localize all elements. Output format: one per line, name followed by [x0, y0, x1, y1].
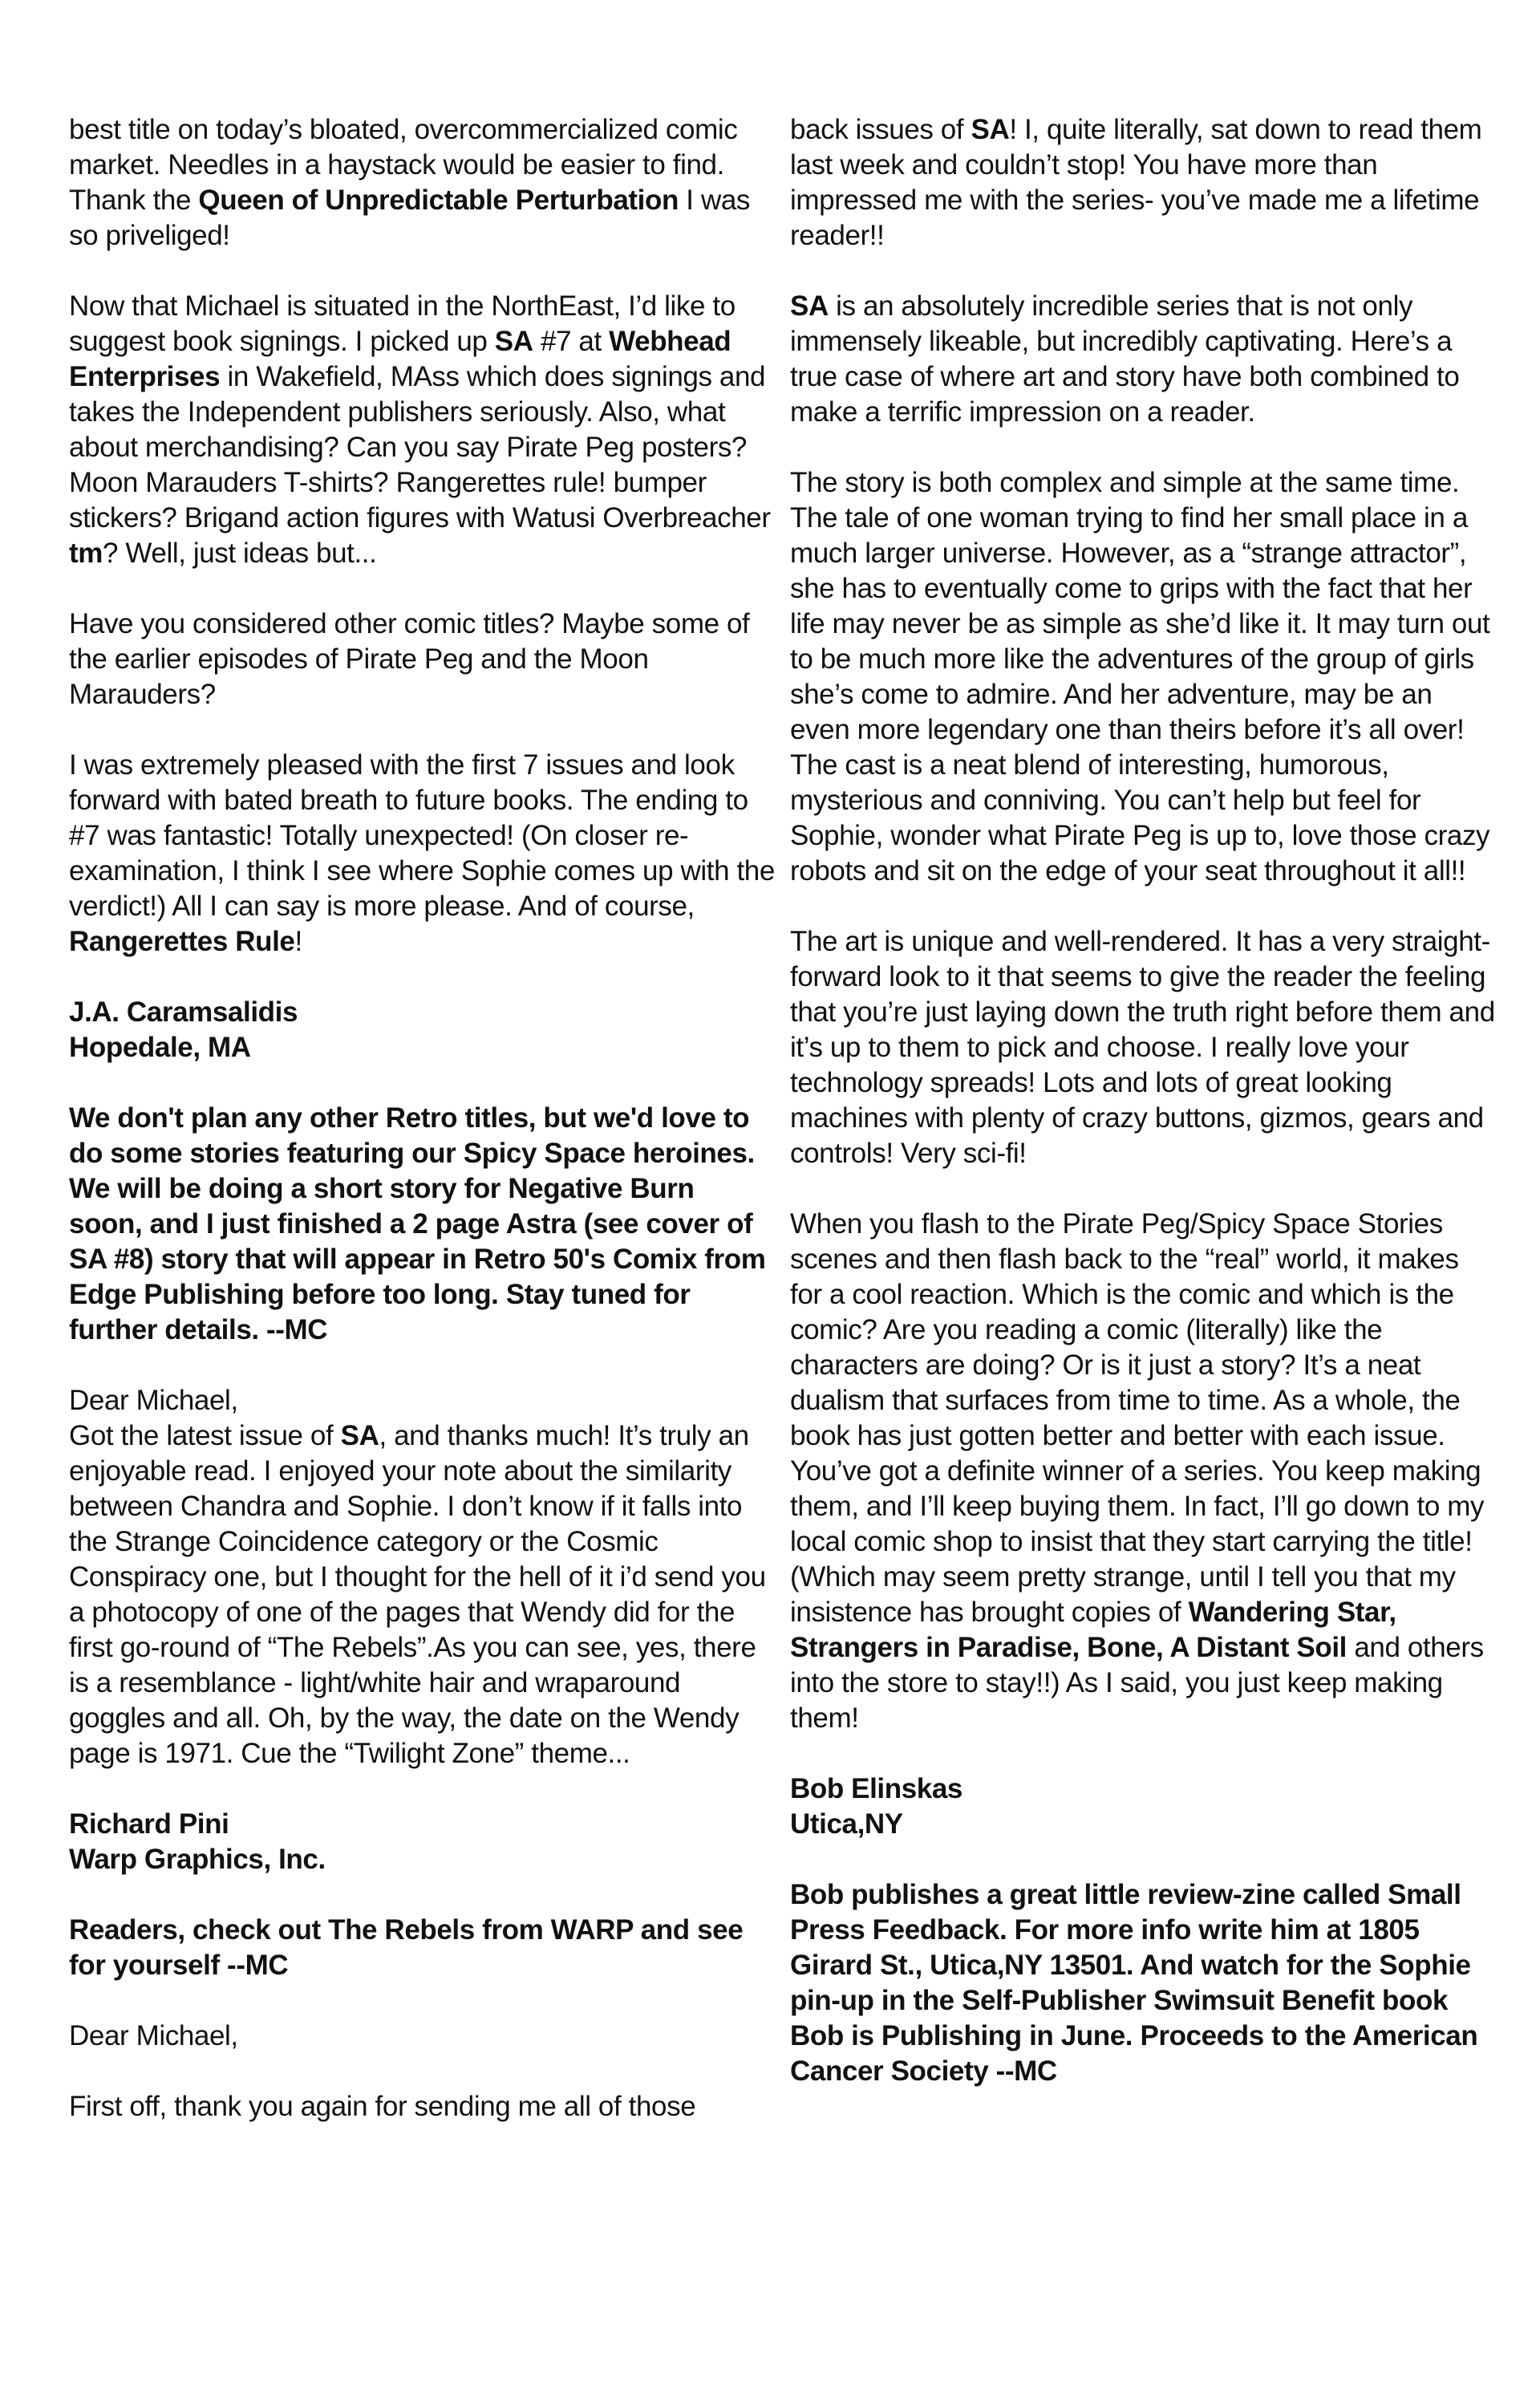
letter2-body: Dear Michael, Got the latest issue of SA, and thanks much! It’s truly an enjoyable read. I enjoyed your note about the similarity between Chandra and Sophie. I don’t know if it falls into the Strange Coincidence category or the Cosmic Conspiracy one, but I thought for the hell of it i’d send you a photocopy of one of the pages that Wendy did for the first go-round of “The Rebels”.As you can see, yes, there is a resemblance - light/white hair and wraparound goggles and all. Oh, by the way, the date on the Wendy page is 1971. Cue the “Twilight Zone” theme...: [69, 1385, 766, 1769]
right-column: [790, 112, 1496, 2089]
letter1-paragraph-2: Now that Michael is situated in the NorthEast, I’d like to suggest book signings. I picked up SA #7 at Webhead Enterprises in Wakefield, MAss which does signings and takes the Independent publishers seriously. Also, what about merchandising? Can you say Pirate Peg posters? Moon Marauders T-shirts? Rangerettes rule! bumper stickers? Brigand action figures with Watusi Overbreacher tm? Well, just ideas but...: [69, 290, 771, 569]
letter3-paragraph-5: When you flash to the Pirate Peg/Spicy Space Stories scenes and then flash back to the “real” world, it makes for a cool reaction. Which is the comic and which is the comic? Are you reading a comic (literally) like the characters are doing? Or is it just a story? It’s a neat dualism that surfaces from time to time. As a whole, the book has just gotten better and better with each issue. You’ve got a definite winner of a series. You keep making them, and I’ll keep buying them. In fact, I’ll go down to my local comic shop to insist that they start carrying the title! (Which may seem pretty strange, until I tell you that my insistence has brought copies of Wandering Star, Strangers in Paradise, Bone, A Distant Soil and others into the store to stay!!) As I said, you just keep making them!: [790, 1208, 1485, 1734]
letter3-paragraph-3: The story is both complex and simple at the same time. The tale of one woman trying to find her small place in a much larger universe. However, as a “strange attractor”, she has to eventually come to grips with the fact that her life may never be as simple as she’d like it. It may turn out to be much more like the adventures of the group of girls she’s come to admire. And her adventure, may be an even more legendary one than theirs before it’s all over! The cast is a neat blend of interesting, humorous, mysterious and conniving. You can’t help but feel for Sophie, wonder what Pirate Peg is up to, love those crazy robots and sit on the edge of your seat throughout it all!!: [790, 467, 1490, 887]
letter3-opening: First off, thank you again for sending me all of those: [69, 2091, 696, 2122]
editor-reply-1: We don't plan any other Retro titles, but we'd love to do some stories featuring our Spicy Space heroines. We will be doing a short story for Negative Burn soon, and I just finished a 2 page Astra (see cover of SA #8) story that will appear in Retro 50's Comix from Edge Publishing before too long. Stay tuned for further details. --MC: [69, 1102, 766, 1345]
letter2-signature: Richard Pini Warp Graphics, Inc.: [69, 1808, 326, 1875]
letter3-greeting: Dear Michael,: [69, 2020, 238, 2051]
letter3-paragraph-1: back issues of SA! I, quite literally, sat down to read them last week and couldn’t stop! You have more than impressed me with the series- you’ve made me a lifetime reader!!: [790, 114, 1482, 251]
editor-reply-3: Bob publishes a great little review-zine called Small Press Feedback. For more info write him at 1805 Girard St., Utica,NY 13501. And watch for the Sophie pin-up in the Self-Publisher Swimsuit Benefit book Bob is Publishing in June. Proceeds to the American Cancer Society --MC: [790, 1879, 1478, 2087]
editor-reply-2: Readers, check out The Rebels from WARP and see for yourself --MC: [69, 1914, 744, 1981]
letter1-paragraph-1: best title on today’s bloated, overcommercialized comic market. Needles in a haystack would be easier to find. Thank the Queen of Unpredictable Perturbation I was so priveliged!: [69, 114, 750, 251]
left-column: [69, 112, 775, 2124]
letter1-signature: J.A. Caramsalidis Hopedale, MA: [69, 996, 298, 1063]
letter1-paragraph-4: I was extremely pleased with the first 7 issues and look forward with bated breath to future books. The ending to #7 was fantastic! Totally unexpected! (On closer re-examination, I think I see where Sophie comes up with the verdict!) All I can say is more please. And of course, Rangerettes Rule!: [69, 749, 775, 957]
letter3-paragraph-4: The art is unique and well-rendered. It has a very straight-forward look to it that seems to give the reader the feeling that you’re just laying down the truth right before them and it’s up to them to pick and choose. I really love your technology spreads! Lots and lots of great looking machines with plenty of crazy buttons, gizmos, gears and controls! Very sci-fi!: [790, 926, 1495, 1169]
letter3-paragraph-2: SA is an absolutely incredible series that is not only immensely likeable, but incredibly captivating. Here’s a true case of where art and story have both combined to make a terrific impression on a reader.: [790, 290, 1460, 428]
letter1-paragraph-3: Have you considered other comic titles? Maybe some of the earlier episodes of Pirate Peg and the Moon Marauders?: [69, 608, 750, 710]
letter3-signature: Bob Elinskas Utica,NY: [790, 1773, 962, 1840]
